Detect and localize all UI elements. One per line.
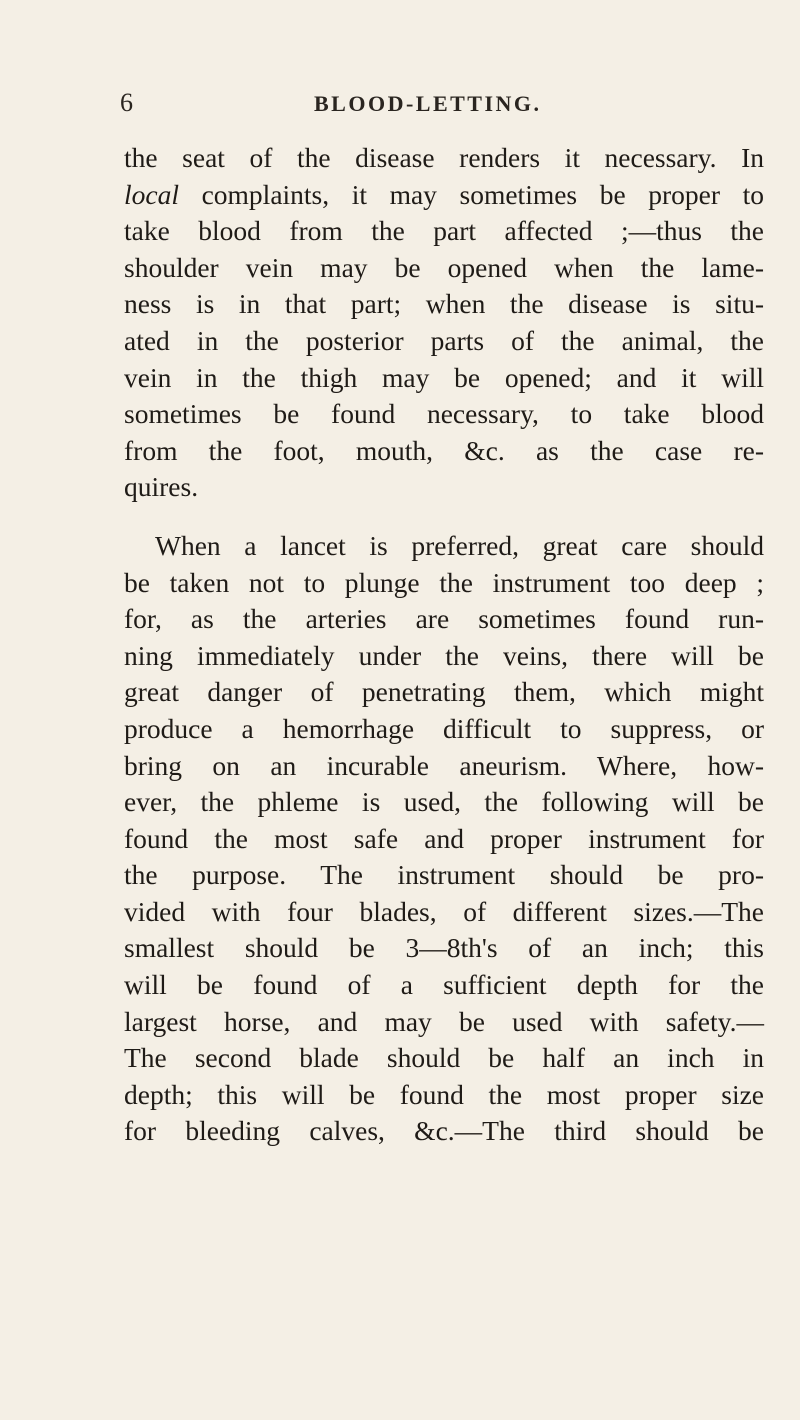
text-line: sometimes be found necessary, to take blood	[124, 398, 764, 430]
text-line: be taken not to plunge the instrument too deep ;	[124, 566, 764, 598]
running-head: BLOOD-LETTING.	[314, 91, 542, 116]
text-line: from the foot, mouth, &c. as the case re-	[124, 434, 764, 466]
paragraph-1	[124, 140, 764, 506]
text-line: ever, the phleme is used, the following will be	[124, 786, 764, 818]
text-line: will be found of a sufficient depth for the	[124, 969, 764, 1001]
text-line: the purpose. The instrument should be pro-	[124, 859, 764, 891]
text-line: take blood from the part affected ;—thus the	[124, 215, 764, 247]
text-line: ated in the posterior parts of the animal, the	[124, 324, 764, 356]
text-line: found the most safe and proper instrument for	[124, 822, 764, 854]
text-line: bring on an incurable aneurism. Where, how-	[124, 749, 764, 781]
text-line: the seat of the disease renders it necessary. In	[124, 142, 764, 173]
text-line: shoulder vein may be opened when the lame-	[124, 251, 764, 283]
text-line	[124, 177, 764, 214]
text-line: depth; this will be found the most proper size	[124, 1078, 764, 1110]
paragraph-2	[124, 528, 764, 1150]
text-line: vein in the thigh may be opened; and it will	[124, 361, 764, 393]
text-line: largest horse, and may be used with safety.—	[124, 1005, 764, 1037]
text-line: for, as the arteries are sometimes found run-	[124, 603, 764, 635]
page-number: 6	[120, 88, 133, 117]
text-line: When a lancet is preferred, great care should	[155, 529, 764, 561]
text-line: produce a hemorrhage difficult to suppress, or	[124, 712, 764, 744]
text-line: vided with four blades, of different sizes.—The	[124, 895, 764, 927]
text-fragment: complaints, it may sometimes be proper to	[179, 178, 764, 210]
text-line: smallest should be 3—8th's of an inch; this	[124, 932, 764, 964]
italic-word: local	[124, 178, 179, 210]
text-line: for bleeding calves, &c.—The third should be	[124, 1115, 764, 1147]
text-line: great danger of penetrating them, which might	[124, 676, 764, 708]
text-line: ning immediately under the veins, there will be	[124, 639, 764, 671]
text-line: ness is in that part; when the disease is situ-	[124, 288, 764, 320]
body-text	[124, 140, 764, 1150]
text-line: The second blade should be half an inch in	[124, 1042, 764, 1074]
text-line: quires.	[124, 471, 199, 503]
